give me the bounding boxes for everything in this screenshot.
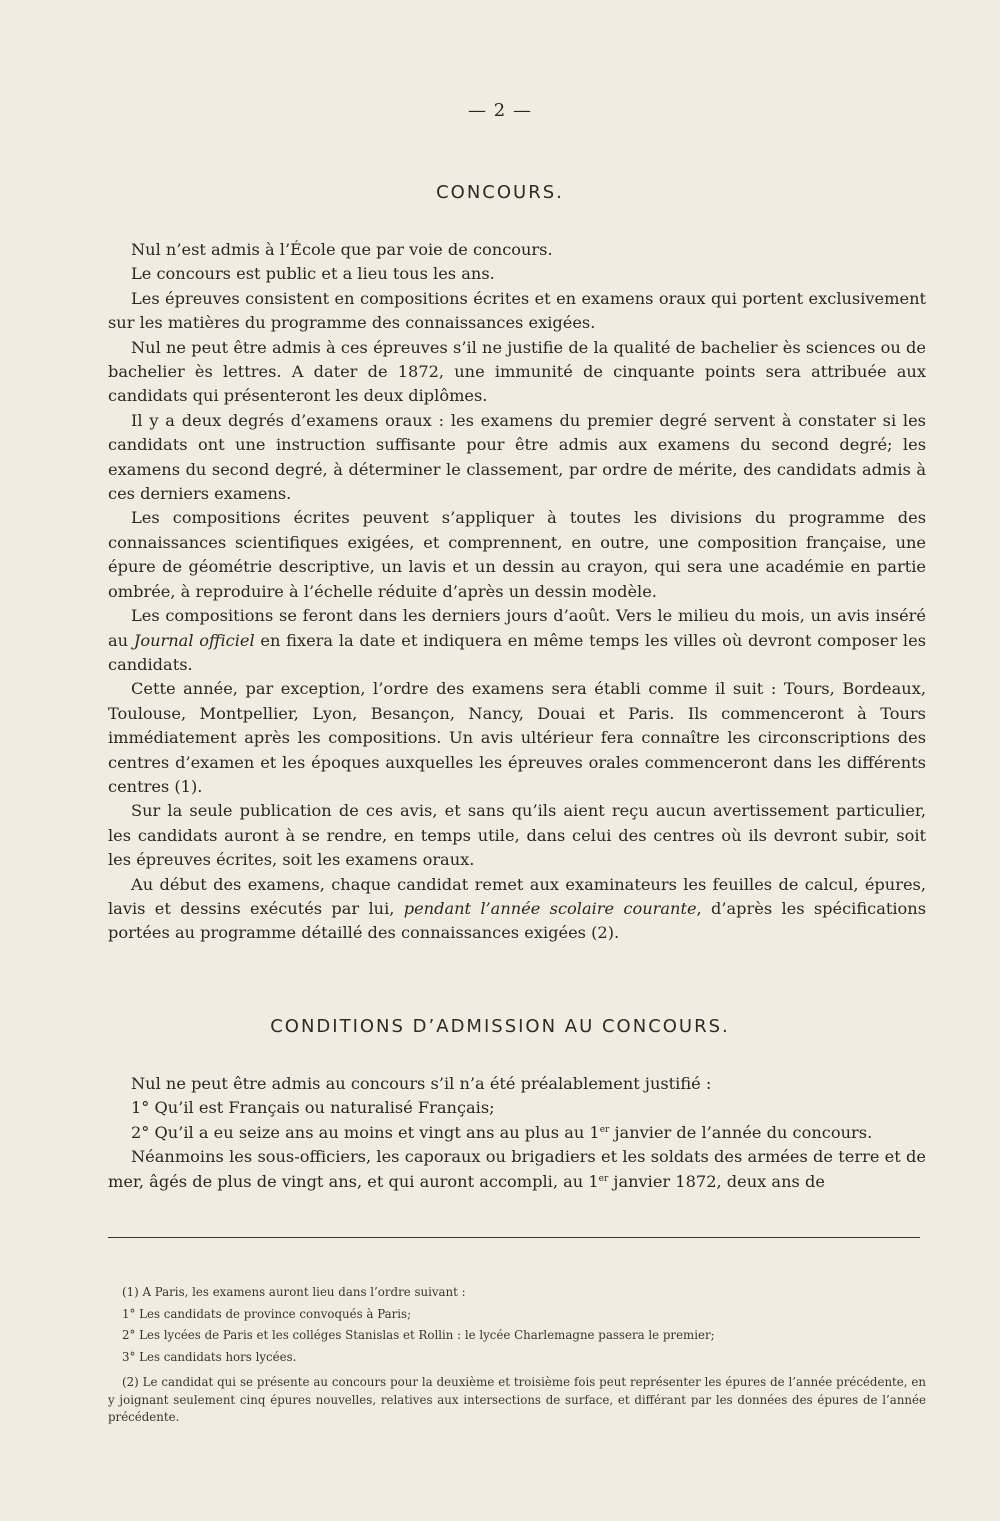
concours-text — [108, 238, 926, 946]
section-title-concours: CONCOURS. — [436, 182, 564, 203]
paragraph — [108, 604, 926, 677]
paragraph-text: Les compositions se feront dans les derniers jours d’août. Vers le milieu du mois, un avis inséré au — [108, 606, 926, 650]
paragraph: Les compositions écrites peuvent s’appliquer à toutes les divisions du programme des connaissances scientifiques exigées, et comprennent, en outre, une composition française, une épure de géométrie descriptive, un lavis et un dessin au crayon, qui sera une académie en partie ombrée, à reproduire à l’échelle réduite d’après un dessin modèle. — [108, 508, 926, 601]
section-title-conditions: CONDITIONS D’ADMISSION AU CONCOURS. — [270, 1016, 730, 1037]
superscript: er — [598, 1173, 609, 1184]
footnotes — [108, 1282, 926, 1427]
paragraph-text: janvier de l’année du concours. — [609, 1122, 873, 1142]
footnote-item: 3° Les candidats hors lycées. — [122, 1349, 297, 1364]
journal-title: Journal officiel — [133, 630, 255, 650]
paragraph: Cette année, par exception, l’ordre des examens sera établi comme il suit : Tours, Bordeaux, Toulouse, Montpellier, Lyon, Besançon, Nancy, Douai et Paris. Ils commenceront à Tours immédiatement après les compositions. Un avis ultérieur fera connaître les circonscriptions des centres d’examen et les époques auxquelles les épreuves orales commenceront dans les différents centres (1). — [108, 679, 926, 796]
footnote-item: 1° Les candidats de province convoqués à Paris; — [122, 1306, 412, 1321]
paragraph: Il y a deux degrés d’examens oraux : les examens du premier degré servent à constater si les candidats ont une instruction suffisante pour être admis aux examens du second degré; les examens du second degré, à déterminer le classement, par ordre de mérite, des candidats admis à ces derniers examens. — [108, 410, 926, 504]
paragraph-text: en fixera la date et indiquera en même temps les villes où devront composer les candidats. — [108, 630, 927, 674]
paragraph-text: janvier 1872, deux ans de — [608, 1171, 825, 1191]
paragraph: Nul n’est admis à l’École que par voie de concours. — [131, 240, 553, 259]
footnote: (2) Le candidat qui se présente au concours pour la deuxième et troisième fois peut représenter les épures de l’année précédente, en y joignant seulement cinq épures nouvelles, relatives aux intersections de surface, et différant par les données des épures de l’année précédente. — [108, 1375, 926, 1424]
paragraph: Nul ne peut être admis au concours s’il n’a été préalablement justifié : — [131, 1074, 712, 1093]
paragraph-text: , d’après les spécifications portées au programme détaillé des connaissances exigées (2). — [108, 898, 927, 943]
paragraph — [108, 1145, 926, 1194]
paragraph: Les épreuves consistent en compositions écrites et en examens oraux qui portent exclusivement sur les matières du programme des connaissances exigées. — [108, 288, 926, 333]
paragraph-text: 2° Qu’il a eu seize ans au moins et vingt ans au plus au 1 — [131, 1122, 600, 1142]
footnote: (1) A Paris, les examens auront lieu dans l’ordre suivant : — [122, 1285, 466, 1299]
paragraph-text: Néanmoins les sous-officiers, les caporaux ou brigadiers et les soldats des armées de terre et de mer, âgés de plus de vingt ans, et qui auront accompli, au 1 — [108, 1147, 926, 1191]
paragraph — [108, 873, 926, 946]
italic-phrase: pendant l’année scolaire courante — [403, 898, 697, 918]
footnote-divider — [108, 1237, 920, 1238]
paragraph: Le concours est public et a lieu tous les ans. — [131, 264, 495, 284]
paragraph: Sur la seule publication de ces avis, et sans qu’ils aient reçu aucun avertissement particulier, les candidats auront à se rendre, en temps utile, dans celui des centres où ils devront subir, soit les épreuves écrites, soit les examens oraux. — [108, 801, 926, 870]
condition-item — [108, 1121, 926, 1145]
conditions-text — [108, 1072, 926, 1194]
paragraph-text: Au début des examens, chaque candidat remet aux examinateurs les feuilles de calcul, épures, lavis et dessins exécutés par lui, — [108, 874, 926, 918]
condition-item: 1° Qu’il est Français ou naturalisé Français; — [131, 1098, 495, 1118]
superscript: er — [599, 1124, 610, 1135]
footnote-item: 2° Les lycées de Paris et les colléges Stanislas et Rollin : le lycée Charlemagne passera le premier; — [122, 1328, 715, 1342]
page-number: — 2 — — [468, 100, 532, 121]
paragraph: Nul ne peut être admis à ces épreuves s’il ne justifie de la qualité de bachelier ès sciences ou de bachelier ès lettres. A dater de 1872, une immunité de cinquante points sera attribuée aux candidats qui présenteront les deux diplômes. — [108, 337, 926, 406]
